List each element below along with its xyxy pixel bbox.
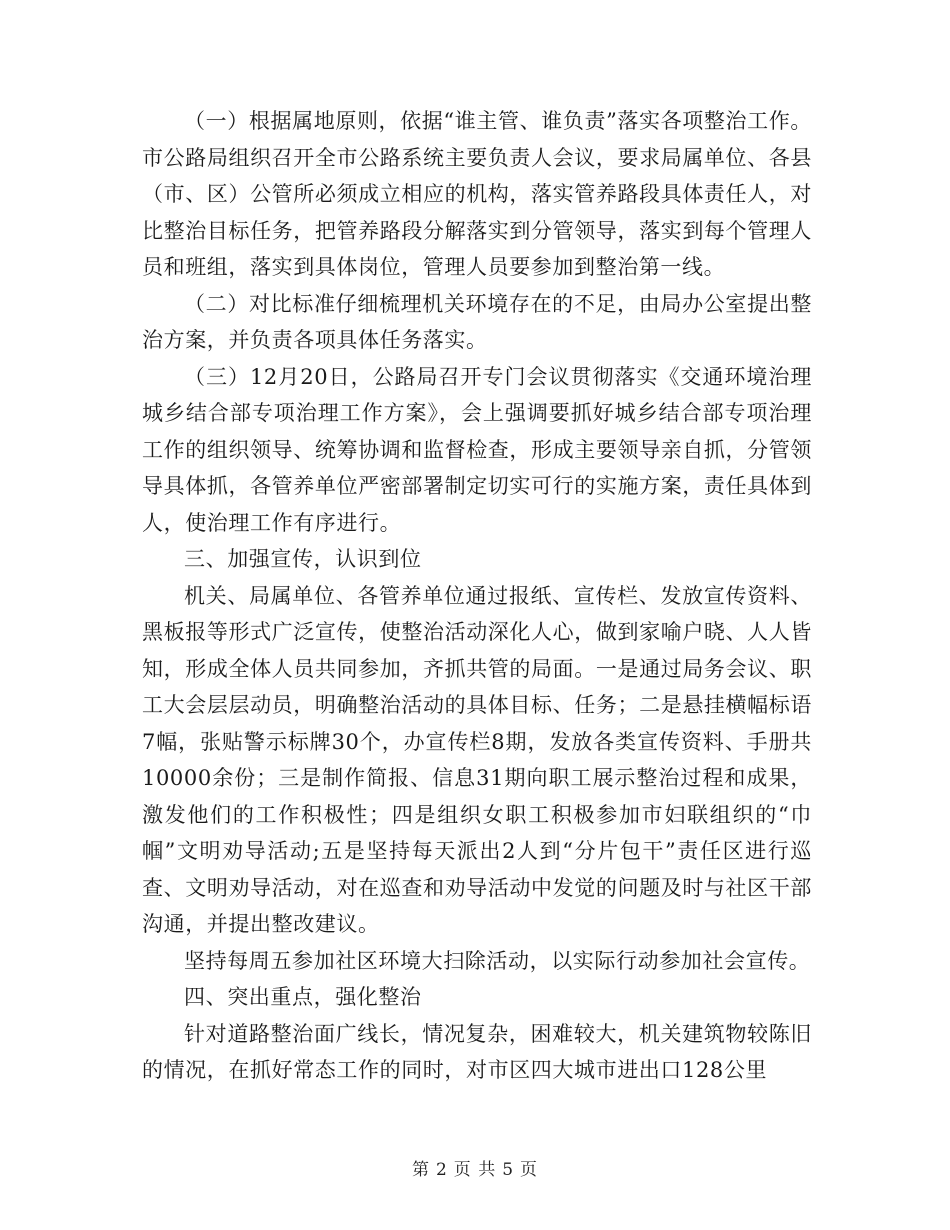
paragraph-6: 针对道路整治面广线长，情况复杂，困难较大，机关建筑物较陈旧的情况，在抓好常态工作的同时，对市区四大城市进出口128公里 (142, 1021, 812, 1082)
section-heading-3: 三、加强宣传，认识到位 (184, 547, 422, 571)
footer-prefix: 第 (411, 1160, 430, 1180)
footer-page-number: 2 (435, 1160, 448, 1180)
document-body (142, 103, 812, 1089)
paragraph-1: （一）根据属地原则，依据“谁主管、谁负责”落实各项整治工作。市公路局组织召开全市公路系统主要负责人会议，要求局属单位、各县（市、区）公管所必须成立相应的机构，落实管养路段具体责任人，对比整治目标任务，把管养路段分解落实到分管领导，落实到每个管理人员和班组，落实到具体岗位，管理人员要参加到整治第一线。 (142, 109, 812, 279)
footer-middle: 页 共 (453, 1160, 497, 1180)
paragraph-5: 坚持每周五参加社区环境大扫除活动，以实际行动参加社会宣传。 (184, 948, 811, 973)
paragraph-2: （二）对比标准仔细梳理机关环境存在的不足，由局办公室提出整治方案，并负责各项具体任务落实。 (142, 291, 812, 352)
page-footer (0, 1155, 950, 1180)
section-heading-4: 四、突出重点，强化整治 (184, 985, 422, 1009)
paragraph-3: （三）12月20日，公路局召开专门会议贯彻落实《交通环境治理城乡结合部专项治理工作方案》，会上强调要抓好城乡结合部专项治理工作的组织领导、统筹协调和监督检查，形成主要领导亲自抓，分管领导具体抓，各管养单位严密部署制定切实可行的实施方案，责任具体到人，使治理工作有序进行。 (142, 364, 812, 535)
footer-suffix: 页 (520, 1160, 539, 1180)
paragraph-4: 机关、局属单位、各管养单位通过报纸、宣传栏、发放宣传资料、黑板报等形式广泛宣传，使整治活动深化人心，做到家喻户晓、人人皆知，形成全体人员共同参加，齐抓共管的局面。一是通过局务会议、职工大会层层动员，明确整治活动的具体目标、任务；二是悬挂横幅标语7幅，张贴警示标牌30个，办宣传栏8期，发放各类宣传资料、手册共10000余份；三是制作简报、信息31期向职工展示整治过程和成果，激发他们的工作积极性；四是组织女职工积极参加市妇联组织的“巾帼”文明劝导活动;五是坚持每天派出2人到“分片包干”责任区进行巡查、文明劝导活动，对在巡查和劝导活动中发觉的问题及时与社区干部沟通，并提出整改建议。 (142, 583, 812, 936)
footer-total-pages: 5 (502, 1160, 515, 1180)
